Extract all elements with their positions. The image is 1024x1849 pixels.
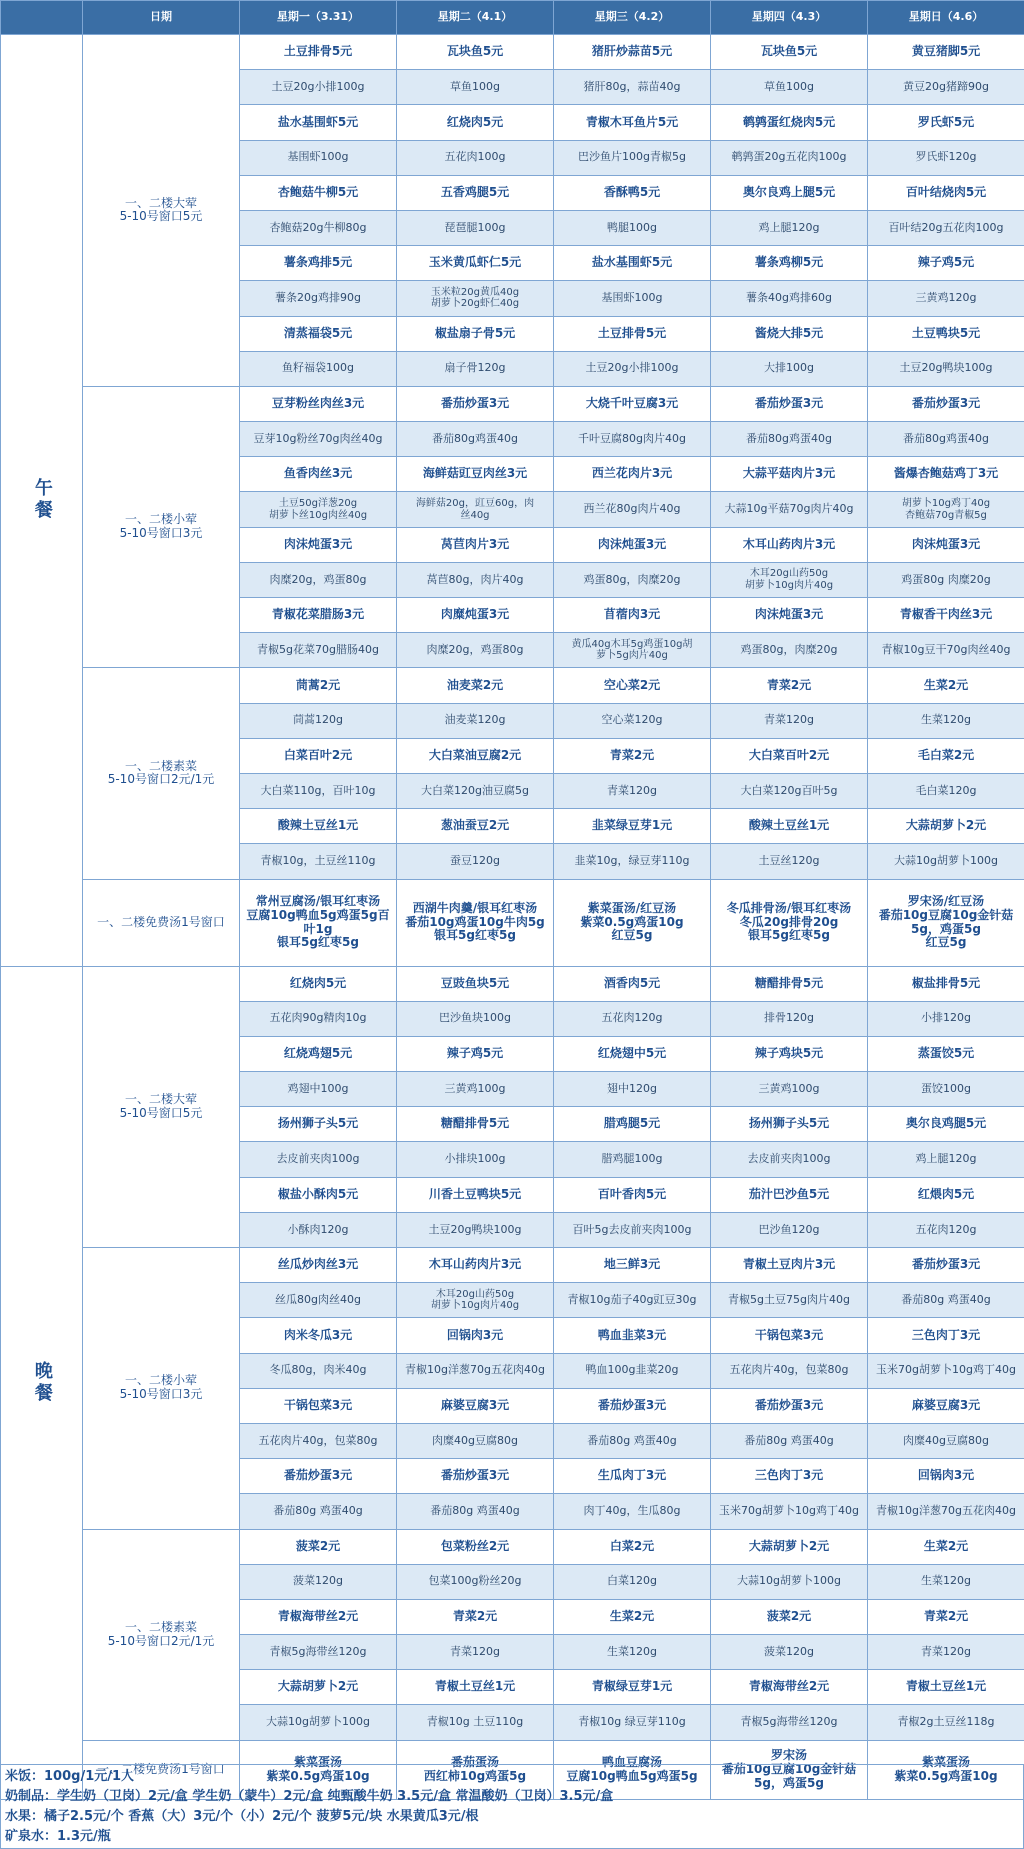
dish-ingredients: 土豆50g洋葱20g 胡萝卜丝10g肉丝40g: [240, 492, 397, 527]
dish-ingredients: 基围虾100g: [554, 281, 711, 316]
dish-name: 盐水基围虾5元: [240, 105, 397, 140]
dish-row: [1, 1248, 1024, 1283]
dish-name: 青菜2元: [711, 668, 868, 703]
dish-name: 番茄炒蛋3元: [711, 1388, 868, 1423]
dish-ingredients: 生菜120g: [868, 703, 1024, 738]
dish-ingredients: 青菜120g: [868, 1635, 1024, 1670]
dish-name: 红煨肉5元: [868, 1177, 1024, 1212]
dish-ingredients: 青椒10g茄子40g豇豆30g: [554, 1283, 711, 1318]
dairy-price: 奶制品：学生奶（卫岗）2元/盒 学生奶（蒙牛）2元/盒 纯甄酸牛奶 3.5元/盒 常温酸奶（卫岗）3.5元/盒: [5, 1789, 614, 1804]
dish-name: 包菜粉丝2元: [397, 1529, 554, 1564]
dish-name: 麻婆豆腐3元: [868, 1388, 1024, 1423]
window-label: 一、二楼素菜 5-10号窗口2元/1元: [83, 1529, 240, 1740]
dish-name: 白菜2元: [554, 1529, 711, 1564]
dish-name: 腊鸡腿5元: [554, 1107, 711, 1142]
dish-name: 大蒜平菇肉片3元: [711, 457, 868, 492]
dish-name: 麻婆豆腐3元: [397, 1388, 554, 1423]
dish-row: [1, 35, 1024, 70]
dish-ingredients: 番茄80g鸡蛋40g: [868, 422, 1024, 457]
dish-ingredients: 大蒜10g平菇70g肉片40g: [711, 492, 868, 527]
dish-name: 干锅包菜3元: [711, 1318, 868, 1353]
dish-ingredients: 生菜120g: [554, 1635, 711, 1670]
dish-name: 玉米黄瓜虾仁5元: [397, 246, 554, 281]
dish-ingredients: 菠菜120g: [711, 1635, 868, 1670]
dish-name: 莴苣肉片3元: [397, 527, 554, 562]
dish-name: 红烧肉5元: [240, 966, 397, 1001]
water-price: 矿泉水：1.3元/瓶: [5, 1829, 111, 1844]
dish-name: 酒香肉5元: [554, 966, 711, 1001]
dish-ingredients: 玉米70g胡萝卜10g鸡丁40g: [711, 1494, 868, 1529]
fruit-price: 水果：橘子2.5元/个 香蕉（大）3元/个（小）2元/个 菠萝5元/块 水果黄瓜3元/根: [5, 1809, 479, 1824]
dish-ingredients: 黄豆20g猪蹄90g: [868, 70, 1024, 105]
dish-name: 百叶香肉5元: [554, 1177, 711, 1212]
dish-ingredients: 木耳20g山药50g 胡萝卜10g肉片40g: [711, 562, 868, 597]
dish-name: 土豆鸭块5元: [868, 316, 1024, 351]
dish-ingredients: 青椒10g，土豆丝110g: [240, 844, 397, 879]
dish-ingredients: 土豆20g鸭块100g: [868, 351, 1024, 386]
dish-name: 蒸蛋饺5元: [868, 1036, 1024, 1071]
dish-name: 茄汁巴沙鱼5元: [711, 1177, 868, 1212]
window-label: 一、二楼小荤 5-10号窗口3元: [83, 1248, 240, 1530]
dish-ingredients: 白菜120g: [554, 1564, 711, 1599]
dish-name: 青椒木耳鱼片5元: [554, 105, 711, 140]
dish-row: [1, 1529, 1024, 1564]
dish-ingredients: 去皮前夹肉100g: [711, 1142, 868, 1177]
soup-item: 罗宋汤/红豆汤 番茄10g豆腐10g金针菇 5g，鸡蛋5g 红豆5g: [868, 879, 1024, 966]
dish-name: 青椒土豆丝1元: [397, 1670, 554, 1705]
dish-name: 椒盐排骨5元: [868, 966, 1024, 1001]
dish-ingredients: 大蒜10g胡萝卜100g: [868, 844, 1024, 879]
dish-name: 川香土豆鸭块5元: [397, 1177, 554, 1212]
dish-ingredients: 油麦菜120g: [397, 703, 554, 738]
dish-name: 大蒜胡萝卜2元: [711, 1529, 868, 1564]
dish-ingredients: 韭菜10g，绿豆芽110g: [554, 844, 711, 879]
dish-name: 豆芽粉丝肉丝3元: [240, 386, 397, 421]
dish-ingredients: 薯条20g鸡排90g: [240, 281, 397, 316]
dish-ingredients: 翅中120g: [554, 1072, 711, 1107]
dish-name: 辣子鸡5元: [868, 246, 1024, 281]
dish-ingredients: 大蒜10g胡萝卜100g: [711, 1564, 868, 1599]
dish-name: 大蒜胡萝卜2元: [868, 809, 1024, 844]
dish-ingredients: 蚕豆120g: [397, 844, 554, 879]
dish-name: 鹌鹑蛋红烧肉5元: [711, 105, 868, 140]
dish-name: 青菜2元: [397, 1599, 554, 1634]
soup-item: 紫菜蛋汤 紫菜0.5g鸡蛋10g: [240, 1740, 397, 1799]
soup-window-label: 一、二楼免费汤1号窗口: [83, 1740, 240, 1799]
meal-label: 晚餐: [1, 966, 83, 1799]
dish-ingredients: 青椒5g海带丝120g: [711, 1705, 868, 1740]
dish-ingredients: 空心菜120g: [554, 703, 711, 738]
dish-ingredients: 排骨120g: [711, 1001, 868, 1036]
dish-name: 肉糜炖蛋3元: [397, 598, 554, 633]
dish-name: 番茄炒蛋3元: [240, 1459, 397, 1494]
dish-ingredients: 丝瓜80g肉丝40g: [240, 1283, 397, 1318]
dish-name: 回锅肉3元: [397, 1318, 554, 1353]
dish-ingredients: 薯条40g鸡排60g: [711, 281, 868, 316]
dish-ingredients: 罗氏虾120g: [868, 140, 1024, 175]
dish-ingredients: 百叶5g去皮前夹肉100g: [554, 1212, 711, 1247]
dish-ingredients: 土豆20g小排100g: [240, 70, 397, 105]
dish-name: 大蒜胡萝卜2元: [240, 1670, 397, 1705]
header-day: 星期四（4.3）: [711, 1, 868, 35]
dish-ingredients: 巴沙鱼120g: [711, 1212, 868, 1247]
dish-name: 辣子鸡5元: [397, 1036, 554, 1071]
dish-ingredients: 鹌鹑蛋20g五花肉100g: [711, 140, 868, 175]
dish-ingredients: 青椒5g土豆75g肉片40g: [711, 1283, 868, 1318]
dish-ingredients: 百叶结20g五花肉100g: [868, 210, 1024, 245]
dish-name: 生菜2元: [554, 1599, 711, 1634]
dish-row: [1, 386, 1024, 421]
dish-ingredients: 肉糜20g，鸡蛋80g: [397, 633, 554, 668]
soup-item: 鸭血豆腐汤 豆腐10g鸭血5g鸡蛋5g: [554, 1740, 711, 1799]
soup-item: 番茄蛋汤 西红柿10g鸡蛋5g: [397, 1740, 554, 1799]
dish-ingredients: 土豆20g鸭块100g: [397, 1212, 554, 1247]
dish-name: 薯条鸡排5元: [240, 246, 397, 281]
dish-ingredients: 巴沙鱼片100g青椒5g: [554, 140, 711, 175]
dish-ingredients: 番茄80g鸡蛋40g: [397, 422, 554, 457]
dish-name: 番茄炒蛋3元: [711, 386, 868, 421]
dish-name: 肉沫炖蛋3元: [554, 527, 711, 562]
dish-name: 红烧肉5元: [397, 105, 554, 140]
soup-item: 紫菜蛋汤 紫菜0.5g鸡蛋10g: [868, 1740, 1024, 1799]
dish-ingredients: 番茄80g 鸡蛋40g: [554, 1423, 711, 1458]
window-label: 一、二楼素菜 5-10号窗口2元/1元: [83, 668, 240, 879]
dish-name: 酸辣土豆丝1元: [240, 809, 397, 844]
header-day: 星期日（4.6）: [868, 1, 1024, 35]
dish-name: 扬州狮子头5元: [240, 1107, 397, 1142]
header-corner: [1, 1, 83, 35]
dish-name: 鱼香肉丝3元: [240, 457, 397, 492]
dish-ingredients: 鸡蛋80g 肉糜20g: [868, 562, 1024, 597]
dish-ingredients: 鸡上腿120g: [711, 210, 868, 245]
dish-name: 菠菜2元: [711, 1599, 868, 1634]
dish-name: 生菜2元: [868, 1529, 1024, 1564]
dish-name: 椒盐扇子骨5元: [397, 316, 554, 351]
dish-ingredients: 大白菜120g油豆腐5g: [397, 773, 554, 808]
dish-ingredients: 西兰花80g肉片40g: [554, 492, 711, 527]
dish-ingredients: 冬瓜80g，肉米40g: [240, 1353, 397, 1388]
dish-name: 香酥鸭5元: [554, 175, 711, 210]
dish-ingredients: 三黄鸡100g: [711, 1072, 868, 1107]
dish-name: 肉沫炖蛋3元: [711, 598, 868, 633]
dish-name: 青椒海带丝2元: [711, 1670, 868, 1705]
dish-name: 红烧翅中5元: [554, 1036, 711, 1071]
dish-name: 大白菜油豆腐2元: [397, 738, 554, 773]
dish-row: [1, 668, 1024, 703]
dish-ingredients: 肉糜20g，鸡蛋80g: [240, 562, 397, 597]
dish-ingredients: 小酥肉120g: [240, 1212, 397, 1247]
dish-name: 辣子鸡块5元: [711, 1036, 868, 1071]
dish-name: 罗氏虾5元: [868, 105, 1024, 140]
soup-item: 紫菜蛋汤/红豆汤 紫菜0.5g鸡蛋10g 红豆5g: [554, 879, 711, 966]
dish-name: 瓦块鱼5元: [397, 35, 554, 70]
dish-name: 奥尔良鸡上腿5元: [711, 175, 868, 210]
dish-name: 海鲜菇豇豆肉丝3元: [397, 457, 554, 492]
header-day: 星期二（4.1）: [397, 1, 554, 35]
dish-ingredients: 生菜120g: [868, 1564, 1024, 1599]
header-day: 星期一（3.31）: [240, 1, 397, 35]
dish-name: 糖醋排骨5元: [711, 966, 868, 1001]
dish-name: 番茄炒蛋3元: [554, 1388, 711, 1423]
dish-ingredients: 巴沙鱼块100g: [397, 1001, 554, 1036]
dish-ingredients: 青菜120g: [554, 773, 711, 808]
dish-ingredients: 鸡蛋80g，肉糜20g: [554, 562, 711, 597]
dish-ingredients: 青菜120g: [397, 1635, 554, 1670]
dish-ingredients: 猪肝80g，蒜苗40g: [554, 70, 711, 105]
dish-ingredients: 菠菜120g: [240, 1564, 397, 1599]
dish-name: 生瓜肉丁3元: [554, 1459, 711, 1494]
dish-name: 糖醋排骨5元: [397, 1107, 554, 1142]
dish-ingredients: 青椒10g洋葱70g五花肉40g: [397, 1353, 554, 1388]
dish-ingredients: 豆芽10g粉丝70g肉丝40g: [240, 422, 397, 457]
dish-name: 肉米冬瓜3元: [240, 1318, 397, 1353]
dish-name: 扬州狮子头5元: [711, 1107, 868, 1142]
dish-ingredients: 鸭血100g韭菜20g: [554, 1353, 711, 1388]
dish-name: 大烧千叶豆腐3元: [554, 386, 711, 421]
dish-name: 杏鲍菇牛柳5元: [240, 175, 397, 210]
dish-ingredients: 五花肉90g精肉10g: [240, 1001, 397, 1036]
dish-name: 薯条鸡柳5元: [711, 246, 868, 281]
dish-name: 木耳山药肉片3元: [711, 527, 868, 562]
dish-ingredients: 大白菜120g百叶5g: [711, 773, 868, 808]
dish-ingredients: 三黄鸡100g: [397, 1072, 554, 1107]
dish-ingredients: 大排100g: [711, 351, 868, 386]
dish-name: 西兰花肉片3元: [554, 457, 711, 492]
rice-price: 米饭：100g/1元/1人: [5, 1769, 135, 1784]
dish-ingredients: 扇子骨120g: [397, 351, 554, 386]
dish-ingredients: 去皮前夹肉100g: [240, 1142, 397, 1177]
price-footer: [0, 1764, 1024, 1849]
dish-name: 酱烧大排5元: [711, 316, 868, 351]
dish-name: 番茄炒蛋3元: [397, 1459, 554, 1494]
header-day: 星期三（4.2）: [554, 1, 711, 35]
dish-ingredients: 青椒10g 土豆110g: [397, 1705, 554, 1740]
dish-name: 奥尔良鸡腿5元: [868, 1107, 1024, 1142]
soup-item: 西湖牛肉羹/银耳红枣汤 番茄10g鸡蛋10g牛肉5g 银耳5g红枣5g: [397, 879, 554, 966]
soup-item: 常州豆腐汤/银耳红枣汤 豆腐10g鸭血5g鸡蛋5g百 叶1g 银耳5g红枣5g: [240, 879, 397, 966]
dish-name: 番茄炒蛋3元: [868, 386, 1024, 421]
dish-name: 丝瓜炒肉丝3元: [240, 1248, 397, 1283]
dish-name: 番茄炒蛋3元: [868, 1248, 1024, 1283]
dish-name: 酸辣土豆丝1元: [711, 809, 868, 844]
dish-row: [1, 966, 1024, 1001]
dish-name: 瓦块鱼5元: [711, 35, 868, 70]
dish-ingredients: 五花肉120g: [868, 1212, 1024, 1247]
dish-ingredients: 大蒜10g胡萝卜100g: [240, 1705, 397, 1740]
dish-name: 韭菜绿豆芽1元: [554, 809, 711, 844]
dish-ingredients: 黄瓜40g木耳5g鸡蛋10g胡 萝卜5g肉片40g: [554, 633, 711, 668]
dish-ingredients: 青椒10g洋葱70g五花肉40g: [868, 1494, 1024, 1529]
dish-name: 鸭血韭菜3元: [554, 1318, 711, 1353]
dish-ingredients: 基围虾100g: [240, 140, 397, 175]
dish-name: 毛白菜2元: [868, 738, 1024, 773]
dish-ingredients: 海鲜菇20g，豇豆60g，肉 丝40g: [397, 492, 554, 527]
dish-ingredients: 小排120g: [868, 1001, 1024, 1036]
dish-ingredients: 腊鸡腿100g: [554, 1142, 711, 1177]
dish-name: 青椒花菜腊肠3元: [240, 598, 397, 633]
dish-name: 青椒香干肉丝3元: [868, 598, 1024, 633]
dish-ingredients: 茼蒿120g: [240, 703, 397, 738]
soup-item: 冬瓜排骨汤/银耳红枣汤 冬瓜20g排骨20g 银耳5g红枣5g: [711, 879, 868, 966]
window-label: 一、二楼大荤 5-10号窗口5元: [83, 966, 240, 1248]
dish-ingredients: 土豆20g小排100g: [554, 351, 711, 386]
dish-ingredients: 番茄80g鸡蛋40g: [711, 422, 868, 457]
dish-ingredients: 青椒10g 绿豆芽110g: [554, 1705, 711, 1740]
dish-ingredients: 鸡蛋80g，肉糜20g: [711, 633, 868, 668]
dish-ingredients: 玉米粒20g黄瓜40g 胡萝卜20g虾仁40g: [397, 281, 554, 316]
dish-ingredients: 五花肉片40g，包菜80g: [240, 1423, 397, 1458]
dish-name: 回锅肉3元: [868, 1459, 1024, 1494]
dish-name: 大白菜百叶2元: [711, 738, 868, 773]
dish-name: 黄豆猪脚5元: [868, 35, 1024, 70]
dish-ingredients: 木耳20g山药50g 胡萝卜10g肉片40g: [397, 1283, 554, 1318]
dish-name: 清蒸福袋5元: [240, 316, 397, 351]
dish-ingredients: 青椒2g土豆丝118g: [868, 1705, 1024, 1740]
dish-name: 三色肉丁3元: [868, 1318, 1024, 1353]
dish-ingredients: 土豆丝120g: [711, 844, 868, 879]
dish-name: 肉沫炖蛋3元: [240, 527, 397, 562]
header-row: [1, 1, 1024, 35]
dish-name: 生菜2元: [868, 668, 1024, 703]
dish-ingredients: 青菜120g: [711, 703, 868, 738]
dish-ingredients: 肉糜40g豆腐80g: [868, 1423, 1024, 1458]
dish-name: 青菜2元: [554, 738, 711, 773]
dish-ingredients: 包菜100g粉丝20g: [397, 1564, 554, 1599]
soup-item: 罗宋汤 番茄10g豆腐10g金针菇 5g，鸡蛋5g: [711, 1740, 868, 1799]
dish-ingredients: 千叶豆腐80g肉片40g: [554, 422, 711, 457]
dish-ingredients: 鸡翅中100g: [240, 1072, 397, 1107]
dish-ingredients: 毛白菜120g: [868, 773, 1024, 808]
dish-ingredients: 肉丁40g，生瓜80g: [554, 1494, 711, 1529]
dish-ingredients: 青椒10g豆干70g肉丝40g: [868, 633, 1024, 668]
dish-name: 苜蓿肉3元: [554, 598, 711, 633]
dish-name: 青菜2元: [868, 1599, 1024, 1634]
dish-ingredients: 草鱼100g: [711, 70, 868, 105]
dish-name: 百叶结烧肉5元: [868, 175, 1024, 210]
window-label: 一、二楼大荤 5-10号窗口5元: [83, 35, 240, 387]
dish-ingredients: 番茄80g 鸡蛋40g: [397, 1494, 554, 1529]
dish-name: 三色肉丁3元: [711, 1459, 868, 1494]
dish-name: 青椒土豆丝1元: [868, 1670, 1024, 1705]
dish-name: 青椒绿豆芽1元: [554, 1670, 711, 1705]
dish-ingredients: 小排块100g: [397, 1142, 554, 1177]
dish-ingredients: 肉糜40g豆腐80g: [397, 1423, 554, 1458]
dish-ingredients: 五花肉120g: [554, 1001, 711, 1036]
dish-name: 青椒海带丝2元: [240, 1599, 397, 1634]
dish-name: 白菜百叶2元: [240, 738, 397, 773]
dish-ingredients: 胡萝卜10g鸡丁40g 杏鲍菇70g青椒5g: [868, 492, 1024, 527]
dish-name: 木耳山药肉片3元: [397, 1248, 554, 1283]
dish-ingredients: 蛋饺100g: [868, 1072, 1024, 1107]
dish-name: 肉沫炖蛋3元: [868, 527, 1024, 562]
dish-ingredients: 玉米70g胡萝卜10g鸡丁40g: [868, 1353, 1024, 1388]
dish-ingredients: 青椒5g花菜70g腊肠40g: [240, 633, 397, 668]
dish-ingredients: 草鱼100g: [397, 70, 554, 105]
meal-label: 午餐: [1, 35, 83, 967]
dish-ingredients: 鸭腿100g: [554, 210, 711, 245]
dish-ingredients: 杏鲍菇20g牛柳80g: [240, 210, 397, 245]
dish-name: 葱油蚕豆2元: [397, 809, 554, 844]
dish-name: 红烧鸡翅5元: [240, 1036, 397, 1071]
dish-name: 酱爆杏鲍菇鸡丁3元: [868, 457, 1024, 492]
dish-ingredients: 五花肉100g: [397, 140, 554, 175]
dish-ingredients: 鱼籽福袋100g: [240, 351, 397, 386]
dish-name: 土豆排骨5元: [554, 316, 711, 351]
dish-ingredients: 番茄80g 鸡蛋40g: [711, 1423, 868, 1458]
dish-ingredients: 青椒5g海带丝120g: [240, 1635, 397, 1670]
dish-ingredients: 番茄80g 鸡蛋40g: [868, 1283, 1024, 1318]
dish-name: 盐水基围虾5元: [554, 246, 711, 281]
dish-name: 五香鸡腿5元: [397, 175, 554, 210]
header-date-label: 日期: [83, 1, 240, 35]
window-label: 一、二楼小荤 5-10号窗口3元: [83, 386, 240, 668]
dish-ingredients: 番茄80g 鸡蛋40g: [240, 1494, 397, 1529]
dish-ingredients: 鸡上腿120g: [868, 1142, 1024, 1177]
dish-name: 干锅包菜3元: [240, 1388, 397, 1423]
dish-name: 地三鲜3元: [554, 1248, 711, 1283]
dish-name: 土豆排骨5元: [240, 35, 397, 70]
dish-ingredients: 琵琶腿100g: [397, 210, 554, 245]
dish-name: 豆豉鱼块5元: [397, 966, 554, 1001]
dish-name: 空心菜2元: [554, 668, 711, 703]
dish-name: 番茄炒蛋3元: [397, 386, 554, 421]
dish-ingredients: 五花肉片40g，包菜80g: [711, 1353, 868, 1388]
soup-row: [1, 879, 1024, 966]
dish-ingredients: 莴苣80g，肉片40g: [397, 562, 554, 597]
dish-name: 猪肝炒蒜苗5元: [554, 35, 711, 70]
dish-ingredients: 三黄鸡120g: [868, 281, 1024, 316]
dish-ingredients: 大白菜110g，百叶10g: [240, 773, 397, 808]
dish-name: 菠菜2元: [240, 1529, 397, 1564]
dish-name: 油麦菜2元: [397, 668, 554, 703]
dish-name: 青椒土豆肉片3元: [711, 1248, 868, 1283]
soup-window-label: 一、二楼免费汤1号窗口: [83, 879, 240, 966]
dish-name: 茼蒿2元: [240, 668, 397, 703]
dish-name: 椒盐小酥肉5元: [240, 1177, 397, 1212]
